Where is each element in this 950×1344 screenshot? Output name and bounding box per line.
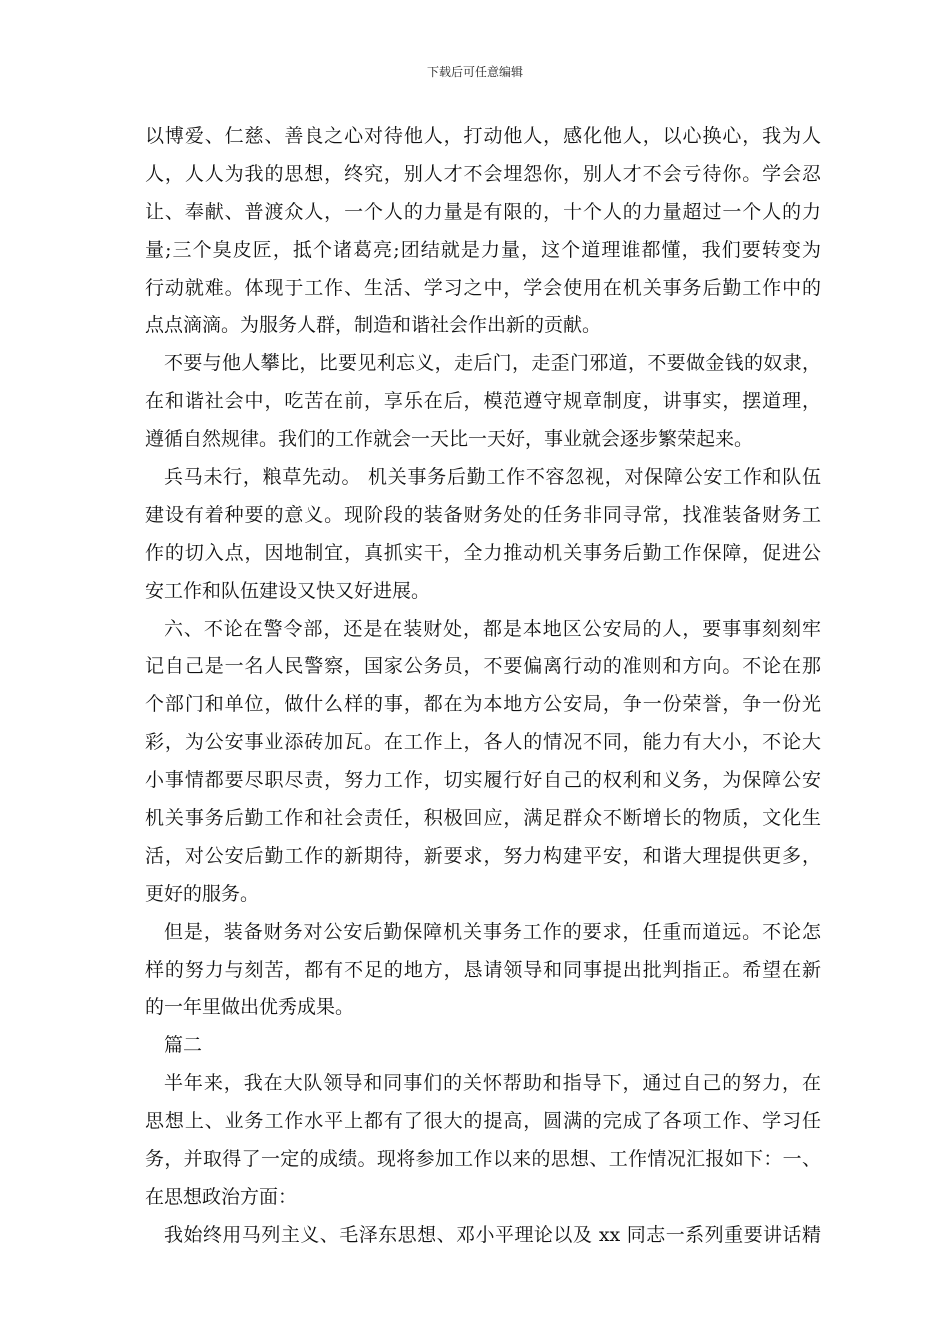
text-line: 样的努力与刻苦，都有不足的地方，恳请领导和同事提出批判指正。希望在新 (145, 958, 821, 981)
text-line: 建设有着种要的意义。现阶段的装备财务处的任务非同寻常，找准装备财务工 (145, 503, 821, 526)
text-line: 彩，为公安事业添砖加瓦。在工作上，各人的情况不同，能力有大小，不论大 (145, 731, 821, 754)
text-line: 在和谐社会中，吃苦在前，享乐在后，模范遵守规章制度，讲事实，摆道理， (145, 390, 821, 413)
text-line: 机关事务后勤工作和社会责任，积极回应，满足群众不断增长的物质，文化生 (145, 807, 821, 830)
text-line: 篇二 (164, 1034, 203, 1057)
text-line: 人，人人为我的思想，终究，别人才不会埋怨你，别人才不会亏待你。学会忍 (145, 162, 821, 185)
text-line: 务，并取得了一定的成绩。现将参加工作以来的思想、工作情况汇报如下：一、 (145, 1148, 821, 1171)
text-line: 量;三个臭皮匠，抵个诸葛亮;团结就是力量，这个道理谁都懂，我们要转变为 (145, 238, 821, 261)
text-line: 记自己是一名人民警察，国家公务员，不要偏离行动的准则和方向。不论在那 (145, 655, 821, 678)
text-line: 半年来，我在大队领导和同事们的关怀帮助和指导下，通过自己的努力，在 (164, 1072, 821, 1095)
text-line: 以博爱、仁慈、善良之心对待他人，打动他人，感化他人，以心换心，我为人 (145, 125, 821, 147)
text-line: 兵马未行，粮草先动。 机关事务后勤工作不容忽视，对保障公安工作和队伍 (164, 466, 821, 489)
text-line: 不要与他人攀比，比要见利忘义，走后门，走歪门邪道，不要做金钱的奴隶， (164, 352, 821, 375)
text-line: 作的切入点，因地制宜，真抓实干，全力推动机关事务后勤工作保障，促进公 (145, 541, 821, 564)
text-line: 思想上、业务工作水平上都有了很大的提高，圆满的完成了各项工作、学习任 (145, 1110, 821, 1133)
page-header: 下载后可任意编辑 (426, 65, 523, 79)
text-line: 我始终用马列主义、毛泽东思想、邓小平理论以及 xx 同志一系列重要讲话精 (164, 1223, 821, 1246)
text-line: 个部门和单位，做什么样的事，都在为本地方公安局，争一份荣誉，争一份光 (145, 693, 821, 716)
text-line: 六、不论在警令部，还是在装财处，都是本地区公安局的人，要事事刻刻牢 (164, 617, 821, 640)
text-line: 遵循自然规律。我们的工作就会一天比一天好，事业就会逐步繁荣起来。 (145, 428, 754, 451)
text-line: 行动就难。体现于工作、生活、学习之中，学会使用在机关事务后勤工作中的 (145, 276, 821, 299)
text-line: 但是，装备财务对公安后勤保障机关事务工作的要求，任重而道远。不论怎 (164, 920, 821, 943)
text-line: 活，对公安后勤工作的新期待，新要求，努力构建平安，和谐大理提供更多， (145, 844, 821, 867)
text-line: 的一年里做出优秀成果。 (145, 996, 355, 1019)
text-line: 小事情都要尽职尽责，努力工作，切实履行好自己的权利和义务，为保障公安 (145, 769, 821, 792)
document-body (145, 118, 821, 1255)
text-line: 点点滴滴。为服务人群，制造和谐社会作出新的贡献。 (145, 314, 602, 337)
text-line: 更好的服务。 (145, 882, 260, 905)
text-line: 在思想政治方面： (145, 1185, 298, 1208)
text-line: 安工作和队伍建设又快又好进展。 (145, 579, 431, 602)
text-line: 让、奉献、普渡众人，一个人的力量是有限的，十个人的力量超过一个人的力 (145, 200, 821, 223)
